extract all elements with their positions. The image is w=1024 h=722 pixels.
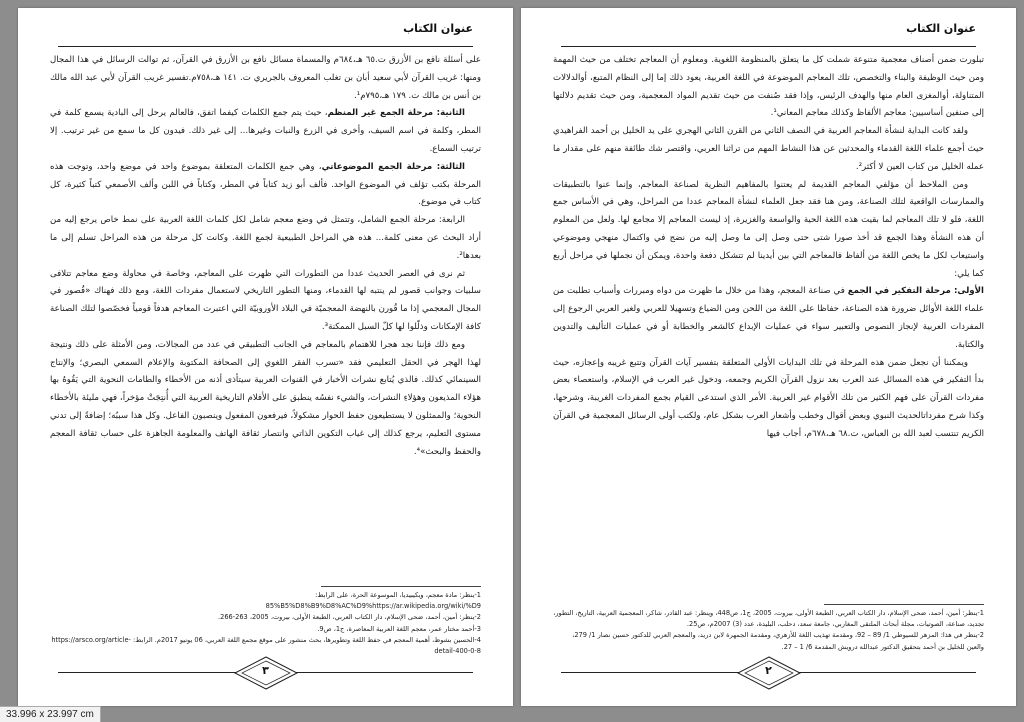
footnote: 2-ينظر: أمين، أحمد، ضحى الإسلام، دار الكتاب العربي، الطبعة الأولى، بيروت، 2005، 263-266. xyxy=(218,613,481,622)
paragraph: ومن الملاحظ أن مؤلفي المعاجم القديمة لم يعتنوا بالمفاهيم النظرية لصناعة المعاجم، وإنما عنوا بالتطبيقات والممارسات الواقعية لتلك الصناعة، ومن هنا فقد جعل العلماء لنشأة المعاجم عددا من المراحل، وهي في الأساس جمع اللغة، فلو لا تلك المعاجم لما بقيت هذه اللغة الحية والواسعة والغزيرة، إذ ليست المعاجم إلا مجامع لها. ولعل من المعلوم أن هذه النشأة وهذا الجمع قد أخذ صورا شتى حتى وصل إلى ما وصل إليه من نضج في واكتمال منهجي وموضوعي واستيعاب لكل ما يخص اللغة من ألفاظ فالمعاجم التي بين أيدينا لم تتشكل دفعة واحدة، ويمكن أن نجملها في مراحل أربع كما يلي: xyxy=(553,179,984,279)
paragraph: على أسئلة نافع بن الأزرق ت.٦٥ هـ،٦٨٤م والمسماة مسائل نافع بن الأزرق في القرآن، ثم توالت الرسائل في هذا المجال ومنها: غريب القرآن لأبي سعيد أبان بن تغلب المعروف بالجريري ت. ١٤١ هـ،٧٥٨م.تفسير غريب القرآن لأبي عبد الله مالك بن أنس بن مالك ت. ١٧٩ هـ،٧٩٥م¹. xyxy=(50,55,481,101)
paragraph xyxy=(50,105,481,158)
page-number: ٣ xyxy=(262,664,269,677)
book-title: عنوان الكتاب xyxy=(403,22,473,35)
paragraph-text: ، حيث يتم جمع الكلمات كيفما اتفق، فالعالم يرحل إلى البادية يسمع كلمة في المطر، وكلمة في اسم السيف، وأخرى في الزرع والنبات وغيرها... إلى غير ذلك. فيدون كل ما سمع من غير ترتيب. إلا ترتيب السماع. xyxy=(50,108,481,154)
left-page xyxy=(18,8,513,706)
section-lead: الثانية: مرحلة الجمع غير المنظم xyxy=(327,108,465,119)
footnote: 4-الحسين بشوظ، أهمية المعجم في حفظ اللغة وتطويرها، بحث منشور على موقع مجمع اللغة العربي، 06 يونيو 2017م. الرابط: https://arsco.org/article-detail-400-0-8 xyxy=(51,635,481,656)
paragraph: ومع ذلك فإننا نجد هجرا للاهتمام بالمعاجم في الجانب التطبيقي في عدد من المجالات، ومن الأمثلة على ذلك ونتيجة لهذا الهجر في الحقل التعليمي فقد «تسرب الفقر اللغوي إلى الصحافة المكتوبة والإعلام السمعي البصري؛ والإنتاج السينمائي كذلك. فالذي يُتابع نشرات الأخبار في القنوات العربية سيتأذى أذنه من الأخطاء والطامات النحوية التي يَقُوهُ بها هؤلاء المذيعون وهؤلاءِ النشرات، والشيء نفسُه ينطبق على الأفلام التاريخية العربية التي أُنتِجَتْ مؤخراً، فهي مليئة بالأخطاء النحوية؛ والممثلون لا يستطيعون حفظ الحوار مشكولاً، فيرفعون المفعول وينصبون الفاعل. وكل هذا سببُه؛ إضافةً إلى تدني مستوى التعليم، يرجع كذلك إلى غياب التكوين الذاتي وانتصار ثقافة الهاتف والمعلومة الجاهزة على حساب ثقافة المعجم والحفظ والبحث»⁴. xyxy=(50,339,481,457)
page-header xyxy=(58,22,473,47)
footnote: 1-ينظر: مادة معجم، ويكيبيديا، الموسوعة الحرة، على الرابط: xyxy=(315,591,481,599)
footnotes xyxy=(50,590,481,657)
section-lead: الأولى: مرحلة التفكير في الجمع xyxy=(847,286,984,297)
footnote: 3-أحمد مختار عمر، معجم اللغة العربية المعاصرة، ج1، ص9. xyxy=(317,624,481,633)
page-footer xyxy=(561,652,976,692)
page-footer xyxy=(58,652,473,692)
paragraph: تبلورت ضمن أصناف معجمية متنوعة شملت كل ما يتعلق بالمنظومة اللغوية. ومعلوم أن المعاجم تختلف من حيث المهمة ومن حيث الوظيفة والبناء والتخصص، تلك المعاجم الموضوعة في اللغة العربية، يعود ذلك إما إلى النظام المتبع، أوالدلالات المتناولة، أوالمغزى العام منها والهدف الرئيس، وإذا فقد صُنفت من حيث تقديم المواد المعجمية، ومن حيث تقديم دلالتها إلى صنفين أساسيين: معاجم الألفاظ وكذلك معاجم المعاني¹. xyxy=(553,55,984,119)
paragraph xyxy=(50,159,481,212)
right-page xyxy=(521,8,1016,706)
paragraph-text: في صناعة المعجم، وهذا من خلال ما ظهرت من دواه ومبررات وأسباب تطلبت من علماء اللغة الأوائل ضرورة هذه الصناعة، حفاظا على اللغة من اللحن ومن الضياع وتسهيلا للعربي ولغير العربي الرجوع إلى المفردات العربية لإنجاز النصوص والتعبير سواء في عمليات الإبداع كالشعر والخطابة أو في عمليات التأليف والتدوين والكتابة. xyxy=(553,286,984,350)
paragraph: ولقد كانت البداية لنشأة المعاجم العربية في النصف الثاني من القرن الثاني الهجري على يد الخليل بن أحمد الفراهيدي حيث أجمع علماء اللغة القدماء والمحدثين عن هذا النشاط المهم من تراثنا العربي، واقتصر شك طائفة منهم على مقدار ما عمله الخليل من كتاب العين لا أكثر². xyxy=(553,126,984,172)
section-lead: الثالثة: مرحلة الجمع الموضوعاتي xyxy=(321,161,465,172)
footnote: 1-ينظر: أمين، أحمد، ضحى الإسلام، دار الكتاب العربي، الطبعة الأولى، بيروت، 2005، ج1، ص448، وينظر: عبد القادر، شاكر، المعجمية العربية، التاريخ، التطور، تجديد، صناعة، الصوتيات، مجلة أبحاث الملتقى المغاربي، جامعة سعد، دحلب، البليدة، عدد (3) 2007م، ص25. xyxy=(553,609,984,629)
book-title: عنوان الكتاب xyxy=(906,22,976,35)
footnote-separator xyxy=(824,604,984,605)
paragraph-text: ، وهي جمع الكلمات المتعلقة بموضوع واحد في موضع واحد، وتوجت هذه المرحلة بكتب تؤلف في الموضوع الواحد. فألف أبو زيد كتاباً في المطر، وكتاباً في اللبن وألف الأصمعي كتباً كثيرة، كل كتاب في موضوع. xyxy=(50,161,481,208)
footnote-separator xyxy=(321,586,481,587)
paragraph: ويمكننا أن نجعل ضمن هذه المرحلة في تلك البدايات الأولى المتعلقة بتفسير آيات القرآن وتتبع غريبه وإعجازه، حيث بدأ التفكير في هذه المسائل عند العرب بعد نزول القرآن الكريم وجمعه، ودخول غير العرب في الإسلام، واستعصاء بعض مفردات القرآن على فهم الكثير من تلك الأقوام غير العربية. الأمر الذي استدعى القيام بجمع المفردات الغريبة، وشرحها، وكذا شرح مفرداتالحديث النبوي وبعض أقوال وخطب وأشعار العرب بشكل عام، ولكتب أولى الرسائل المعجمية في القرآن الكريم تنتسب لعبد الله بن العباس، ت.٦٨ هـ،٦٧٨م، أجاب فيها xyxy=(553,357,984,439)
page-header xyxy=(561,22,976,47)
footnote-link: 85%B5%D8%B9%D8%AC%D9%https://ar.wikipedia.org/wiki/%D9 xyxy=(265,602,481,611)
paragraph: الرابعة: مرحلة الجمع الشامل، وتتمثل في وضع معجم شامل لكل كلمات اللغة العربية على نمط خاص يرجع إليه من أراد البحث عن معنى كلمة... هذه هي المراحل الطبيعية لجمع اللغة. وكانت كل مرحلة من هذه المراحل تسلم إلى ما بعدها². xyxy=(50,215,481,261)
body-text xyxy=(50,52,481,461)
page-number: ٢ xyxy=(765,664,772,677)
body-text xyxy=(553,52,984,444)
footnotes xyxy=(553,608,984,653)
page-size-indicator: 33.996 x 23.997 cm xyxy=(0,706,101,722)
paragraph xyxy=(553,283,984,354)
footnote: 2-ينظر في هذا: المزهر للسيوطي 1/ 89 – 92، ومقدمة تهذيب اللغة للأزهري، ومقدمة الجمهرة لابن دريد، والمعجم العربي للدكتور حسين نصار 1/ 279، والعين للخليل بن أحمد بتحقيق الدكتور عبدالله درويش المقدمة 6/ 1 – 27. xyxy=(572,631,984,651)
paragraph: ثم نرى في العصر الحديث عددا من التطورات التي ظهرت على المعاجم، وخاصة في محاولة وضع معاجم تتلافى سلبيات وجوانب قصور لم ينتبه لها القدماء، ومنها التطور التاريخي لاستعمال مفردات اللغة، ومع ذلك فهناك «قُصور في المجال المعجمي إذا ما قُورن بالنهضة المعجميّة في البلاد الأوروبيّة التي اعتبرت المعاجم هدفاً قومياً فخصّصوا لتلك الصناعة كافة الإمكانات وذلّلوا لها كلّ السبل الممكنة³. xyxy=(50,268,481,332)
